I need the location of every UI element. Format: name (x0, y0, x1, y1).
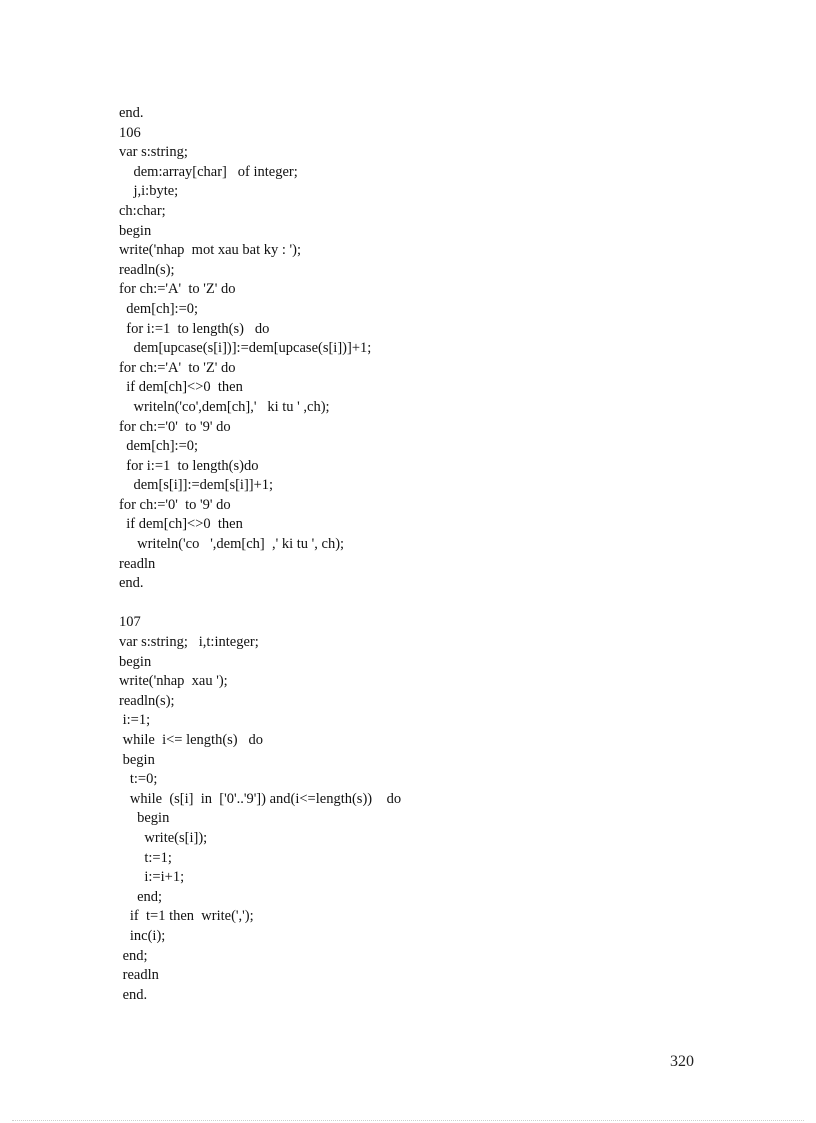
code-line: dem[upcase(s[i])]:=dem[upcase(s[i])]+1; (119, 340, 372, 357)
code-line: write('nhap xau '); (119, 673, 228, 690)
code-line: 107 (119, 614, 141, 631)
code-line: ch:char; (119, 202, 166, 219)
page-number: 320 (670, 1053, 694, 1070)
code-line: dem:array[char] of integer; (119, 163, 298, 180)
code-line: end; (119, 947, 148, 964)
code-line: write('nhap mot xau bat ky : '); (119, 242, 302, 259)
code-line: 106 (119, 124, 141, 141)
code-line: var s:string; (119, 144, 188, 161)
code-line: if dem[ch]<>0 then (119, 516, 243, 533)
code-line: for ch:='0' to '9' do (119, 496, 231, 513)
page-bottom-border (12, 1120, 804, 1121)
code-line: end. (119, 986, 148, 1003)
code-line: writeln('co ',dem[ch] ,' ki tu ', ch); (119, 536, 345, 553)
code-line: end; (119, 888, 163, 905)
code-line: if t=1 then write(','); (119, 908, 254, 925)
code-line: readln(s); (119, 261, 175, 278)
code-line: dem[ch]:=0; (119, 438, 199, 455)
code-line: t:=0; (119, 771, 158, 788)
code-line: while i<= length(s) do (119, 732, 264, 748)
code-line: readln (119, 555, 156, 572)
code-line: writeln('co',dem[ch],' ki tu ' ,ch); (119, 398, 330, 415)
code-line: for ch:='A' to 'Z' do (119, 281, 236, 298)
code-line: while (s[i] in ['0'..'9']) and(i<=length(s)) do (119, 790, 402, 807)
code-line: end. (119, 105, 144, 121)
code-line: j,i:byte; (119, 183, 179, 200)
code-line: dem[ch]:=0; (119, 300, 199, 317)
code-line: begin (119, 751, 155, 768)
code-line: inc(i); (119, 927, 166, 944)
code-line: for i:=1 to length(s) do (119, 320, 270, 337)
code-line: var s:string; i,t:integer; (119, 634, 259, 651)
code-line: readln (119, 967, 159, 984)
code-line: for ch:='A' to 'Z' do (119, 359, 236, 376)
code-line: readln(s); (119, 692, 175, 709)
code-line: t:=1; (119, 849, 172, 866)
code-line: begin (119, 810, 170, 827)
code-line: begin (119, 653, 152, 670)
code-line: begin (119, 222, 152, 239)
code-line: i:=i+1; (119, 869, 185, 886)
code-line: for ch:='0' to '9' do (119, 418, 231, 435)
code-line: i:=1; (119, 712, 151, 729)
blank-line (119, 594, 679, 614)
code-line: dem[s[i]]:=dem[s[i]]+1; (119, 477, 274, 494)
code-line: write(s[i]); (119, 829, 208, 846)
code-line: if dem[ch]<>0 then (119, 379, 243, 396)
code-line: for i:=1 to length(s)do (119, 457, 259, 474)
code-listing (119, 104, 679, 1005)
code-line: end. (119, 575, 144, 592)
